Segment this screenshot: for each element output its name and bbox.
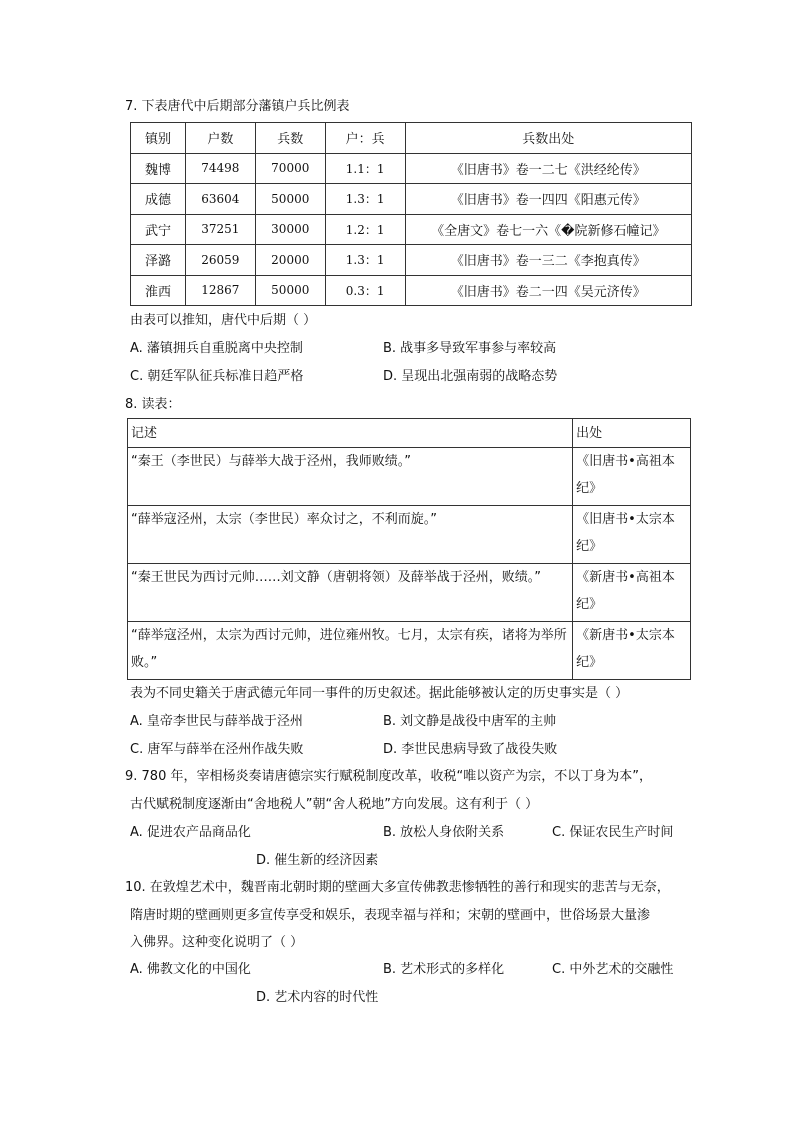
q8-question: 表为不同史籍关于唐武德元年同一事件的历史叙述。据此能够被认定的历史事实是（ ）	[130, 686, 629, 701]
header-cell: 兵数	[255, 123, 325, 154]
table-cell: 50000	[255, 184, 325, 215]
table-cell: 《新唐书•高祖本纪》	[573, 564, 691, 622]
table-cell: 63604	[185, 184, 255, 215]
table-cell: 《旧唐书》卷一四四《阳惠元传》	[405, 184, 691, 215]
q8-table	[127, 418, 691, 680]
q9-line-1: 9. 780 年，宰相杨炎奏请唐德宗实行赋税制度改革，收税“唯以资产为宗，不以丁身为本”，	[125, 769, 652, 784]
q9-option-b[interactable]: B. 放松人身依附关系	[383, 825, 505, 840]
table-cell: 1.3：1	[325, 245, 405, 276]
header-cell: 兵数出处	[405, 123, 691, 154]
header-cell: 户数	[185, 123, 255, 154]
q7-option-a[interactable]: A. 藩镇拥兵自重脱离中央控制	[130, 341, 303, 356]
table-header-row	[131, 123, 692, 154]
q8-option-a[interactable]: A. 皇帝李世民与薛举战于泾州	[130, 714, 303, 729]
table-cell: 12867	[185, 275, 255, 306]
table-cell: 泽潞	[131, 245, 186, 276]
q9-option-d[interactable]: D. 催生新的经济因素	[256, 853, 379, 868]
table-cell: 《旧唐书》卷二一四《吴元济传》	[405, 275, 691, 306]
table-row	[128, 448, 691, 506]
q10-option-b[interactable]: B. 艺术形式的多样化	[383, 962, 505, 977]
table-cell: 70000	[255, 153, 325, 184]
table-cell: 《旧唐书•高祖本纪》	[573, 448, 691, 506]
q7-option-d[interactable]: D. 呈现出北强南弱的战略态势	[383, 369, 558, 384]
table-row	[128, 506, 691, 564]
q9-option-c[interactable]: C. 保证农民生产时间	[552, 825, 674, 840]
table-cell: “薛举寇泾州，太宗为西讨元帅，进位雍州牧。七月，太宗有疾，诸将为举所败。”	[128, 622, 573, 680]
q10-option-d[interactable]: D. 艺术内容的时代性	[256, 990, 379, 1005]
table-cell: 《全唐文》卷七一六《�院新修石幢记》	[405, 214, 691, 245]
q10-option-c[interactable]: C. 中外艺术的交融性	[552, 962, 674, 977]
table-row	[131, 153, 692, 184]
table-row	[131, 275, 692, 306]
q10-line-1: 10. 在敦煌艺术中，魏晋南北朝时期的壁画大多宣传佛教悲惨牺牲的善行和现实的悲苦与无奈，	[125, 880, 670, 895]
table-cell: “薛举寇泾州，太宗（李世民）率众讨之，不利而旋。”	[128, 506, 573, 564]
table-cell: 0.3：1	[325, 275, 405, 306]
table-cell: 武宁	[131, 214, 186, 245]
table-row	[128, 564, 691, 622]
table-cell: 1.1：1	[325, 153, 405, 184]
header-cell: 出处	[573, 419, 691, 448]
table-cell: 《旧唐书》卷一二七《洪经纶传》	[405, 153, 691, 184]
table-cell: 1.2：1	[325, 214, 405, 245]
table-cell: 魏博	[131, 153, 186, 184]
q9-option-a[interactable]: A. 促进农产品商品化	[130, 825, 251, 840]
table-cell: 50000	[255, 275, 325, 306]
table-cell: 20000	[255, 245, 325, 276]
q8-option-d[interactable]: D. 李世民患病导致了战役失败	[383, 742, 558, 757]
table-cell: 《旧唐书•太宗本纪》	[573, 506, 691, 564]
q8-option-c[interactable]: C. 唐军与薛举在泾州作战失败	[130, 742, 304, 757]
q9-line-2: 古代赋税制度逐渐由“舍地税人”朝“舍人税地”方向发展。这有利于（ ）	[130, 797, 539, 812]
q7-option-c[interactable]: C. 朝廷军队征兵标准日趋严格	[130, 369, 304, 384]
header-cell: 户：兵	[325, 123, 405, 154]
table-cell: 26059	[185, 245, 255, 276]
q8-option-b[interactable]: B. 刘文静是战役中唐军的主帅	[383, 714, 557, 729]
q7-table	[130, 122, 692, 306]
q10-line-3: 入佛界。这种变化说明了（ ）	[130, 935, 304, 950]
table-cell: 淮西	[131, 275, 186, 306]
table-row	[131, 184, 692, 215]
q10-line-2: 隋唐时期的壁画则更多宣传享受和娱乐，表现幸福与祥和；宋朝的壁画中，世俗场景大量渗	[130, 908, 651, 923]
table-row	[131, 245, 692, 276]
table-cell: 《旧唐书》卷一三二《李抱真传》	[405, 245, 691, 276]
q8-stem: 8. 读表：	[125, 397, 181, 412]
table-cell: 30000	[255, 214, 325, 245]
header-cell: 镇别	[131, 123, 186, 154]
table-header-row	[128, 419, 691, 448]
q7-option-b[interactable]: B. 战事多导致军事参与率较高	[383, 341, 557, 356]
q10-option-a[interactable]: A. 佛教文化的中国化	[130, 962, 251, 977]
table-cell: “秦王（李世民）与薛举大战于泾州，我师败绩。”	[128, 448, 573, 506]
header-cell: 记述	[128, 419, 573, 448]
table-cell: “秦王世民为西讨元帅……刘文静（唐朝将领）及薛举战于泾州，败绩。”	[128, 564, 573, 622]
table-cell: 37251	[185, 214, 255, 245]
table-cell: 1.3：1	[325, 184, 405, 215]
table-row	[131, 214, 692, 245]
table-cell: 74498	[185, 153, 255, 184]
q7-question: 由表可以推知，唐代中后期（ ）	[130, 313, 317, 328]
table-row	[128, 622, 691, 680]
table-cell: 成德	[131, 184, 186, 215]
table-cell: 《新唐书•太宗本纪》	[573, 622, 691, 680]
q7-stem: 7. 下表唐代中后期部分藩镇户兵比例表	[125, 99, 350, 114]
